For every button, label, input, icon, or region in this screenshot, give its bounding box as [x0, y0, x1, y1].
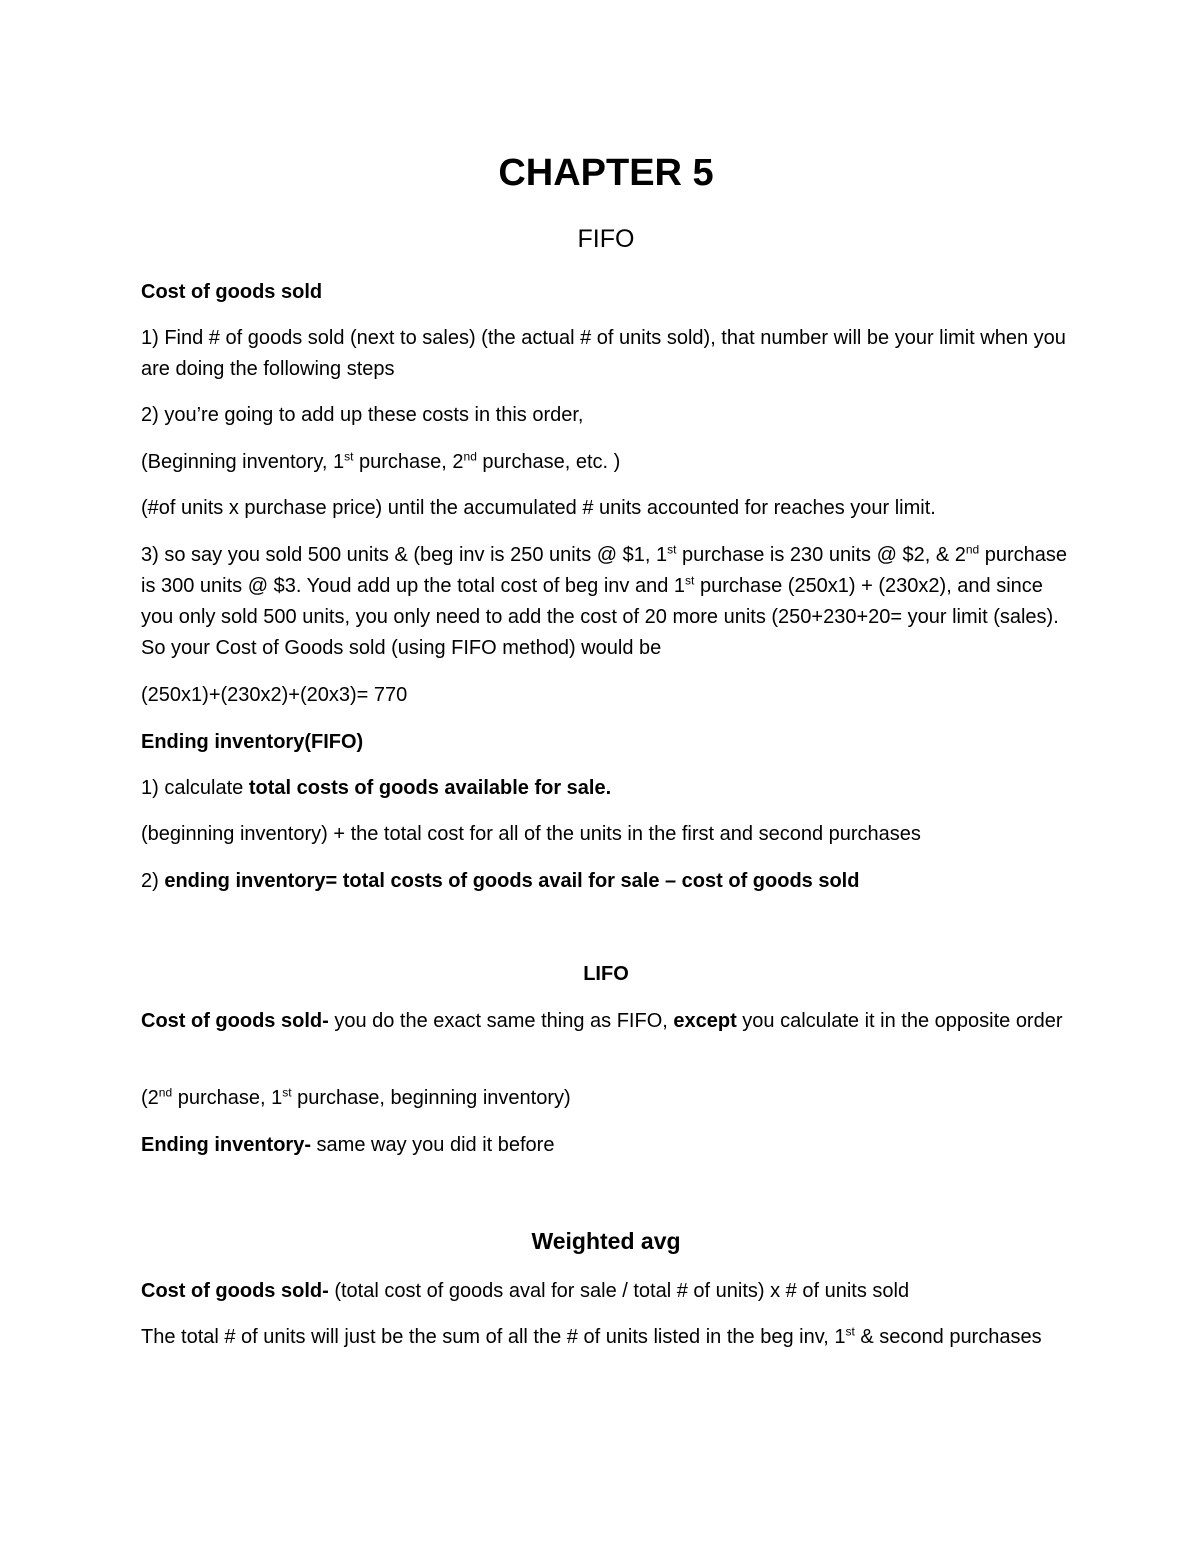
lifo-cogs: Cost of goods sold- you do the exact same thing as FIFO, except you calculate it in the opposite order: [141, 1010, 1063, 1032]
fifo-heading: FIFO: [577, 225, 635, 253]
fifo-until: (#of units x purchase price) until the accumulated # units accounted for reaches your limit.: [141, 497, 936, 519]
fifo-ending-step-2: 2) ending inventory= total costs of goods avail for sale – cost of goods sold: [141, 870, 860, 892]
lifo-ending: Ending inventory- same way you did it before: [141, 1134, 555, 1156]
fifo-formula: (250x1)+(230x2)+(20x3)= 770: [141, 684, 408, 706]
chapter-title: CHAPTER 5: [498, 152, 714, 194]
fifo-cogs-heading: Cost of goods sold: [141, 281, 323, 303]
lifo-heading: LIFO: [583, 963, 629, 985]
fifo-order: (Beginning inventory, 1st purchase, 2nd purchase, etc. ): [141, 449, 621, 473]
fifo-step-1: 1) Find # of goods sold (next to sales) (the actual # of units sold), that number will be your limit when you are doing the following steps: [141, 327, 1066, 380]
weighted-cogs: Cost of goods sold- (total cost of goods aval for sale / total # of units) x # of units sold: [141, 1280, 910, 1302]
fifo-step-2: 2) you’re going to add up these costs in this order,: [141, 404, 584, 426]
fifo-step-3: 3) so say you sold 500 units & (beg inv is 250 units @ $1, 1st purchase is 230 units @ $2, & 2nd purchase is 300 units @ $3. Youd add up the total cost of beg inv and 1st purchase (250x1) + (230x2), and since you only sold 500 units, you only need to add the cost of 20 more units (250+230+20= your limit (sales). So your Cost of Goods sold (using FIFO method) would be: [141, 542, 1068, 659]
fifo-ending-heading: Ending inventory(FIFO): [141, 731, 364, 753]
weighted-avg-heading: Weighted avg: [531, 1228, 681, 1254]
lifo-order: (2nd purchase, 1st purchase, beginning inventory): [141, 1085, 571, 1109]
weighted-units: The total # of units will just be the sum of all the # of units listed in the beg inv, 1st & second purchases: [141, 1324, 1042, 1348]
fifo-ending-note: (beginning inventory) + the total cost for all of the units in the first and second purchases: [141, 823, 921, 845]
fifo-ending-step-1: 1) calculate total costs of goods available for sale.: [141, 777, 612, 799]
